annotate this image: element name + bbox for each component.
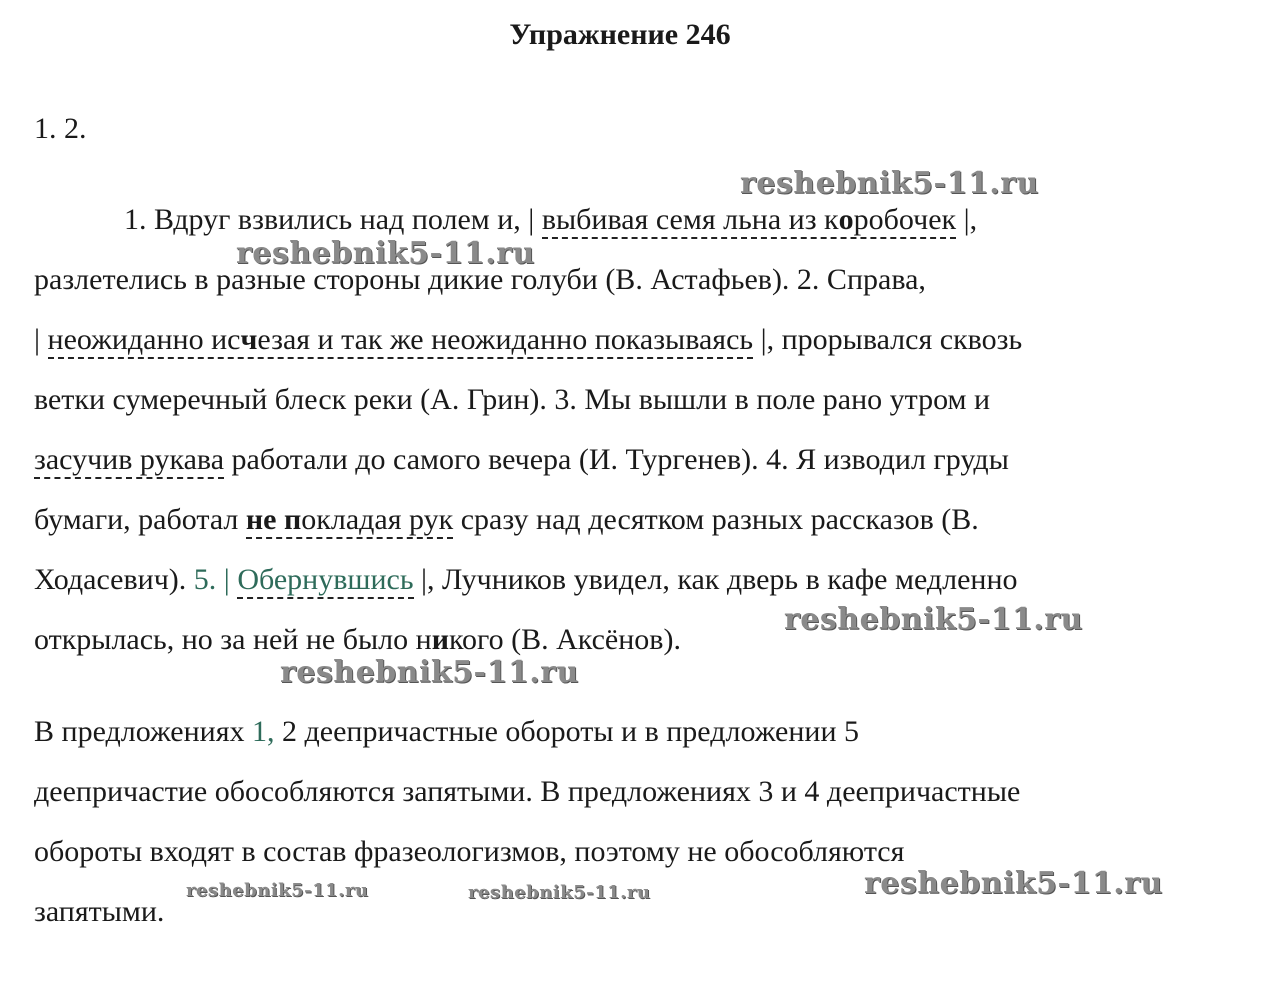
text-line-6: бумаги, работал не покладая рук сразу над десятком разных рассказов (В. — [34, 502, 979, 538]
watermark-3: reshebnik5-11.ru — [784, 602, 1083, 637]
text-line-8: открылась, но за ней не было никого (В. Аксёнов). — [34, 623, 681, 656]
text-line-4: ветки сумеречный блеск реки (А. Грин). 3. Мы вышли в поле рано утром и — [34, 383, 991, 416]
conclusion-line-3: обороты входят в состав фразеологизмов, поэтому не обособляются — [34, 835, 905, 868]
text-line-1: 1. Вдруг взвились над полем и, | выбивая семя льна из коробочек |, — [124, 202, 977, 238]
watermark-5: reshebnik5-11.ru — [186, 880, 369, 901]
participle-phrase-1: выбивая семя льна из коробочек — [542, 203, 956, 239]
conclusion-line-4: запятыми. — [34, 895, 165, 928]
watermark-7: reshebnik5-11.ru — [864, 866, 1163, 901]
text-line-7: Ходасевич). 5. | Обернувшись |, Лучников увидел, как дверь в кафе медленно — [34, 562, 1018, 598]
conclusion-line-1: В предложениях 1, 2 деепричастные обороты и в предложении 5 — [34, 715, 860, 748]
exercise-title: Упражнение 246 — [509, 18, 731, 51]
watermark-4: reshebnik5-11.ru — [280, 655, 579, 690]
text-line-5: засучив рукава работали до самого вечера (И. Тургенев). 4. Я изводил груды — [34, 442, 1009, 478]
watermark-2: reshebnik5-11.ru — [236, 236, 535, 271]
text-line-2: разлетелись в разные стороны дикие голуби (В. Астафьев). 2. Справа, — [34, 263, 926, 296]
task-marker: 1. 2. — [34, 112, 87, 145]
text-line-3: | неожиданно исчезая и так же неожиданно показываясь |, прорывался сквозь — [34, 322, 1022, 358]
idiom-phrase-1: засучив рукава — [34, 443, 224, 479]
participle-phrase-2: неожиданно исчезая и так же неожиданно показываясь — [48, 323, 754, 359]
participle-word: Обернувшись — [237, 563, 413, 599]
watermark-6: reshebnik5-11.ru — [468, 882, 651, 903]
conclusion-line-2: деепричастие обособляются запятыми. В предложениях 3 и 4 деепричастные — [34, 775, 1021, 808]
watermark-1: reshebnik5-11.ru — [740, 166, 1039, 201]
idiom-phrase-2: не покладая рук — [246, 503, 453, 539]
